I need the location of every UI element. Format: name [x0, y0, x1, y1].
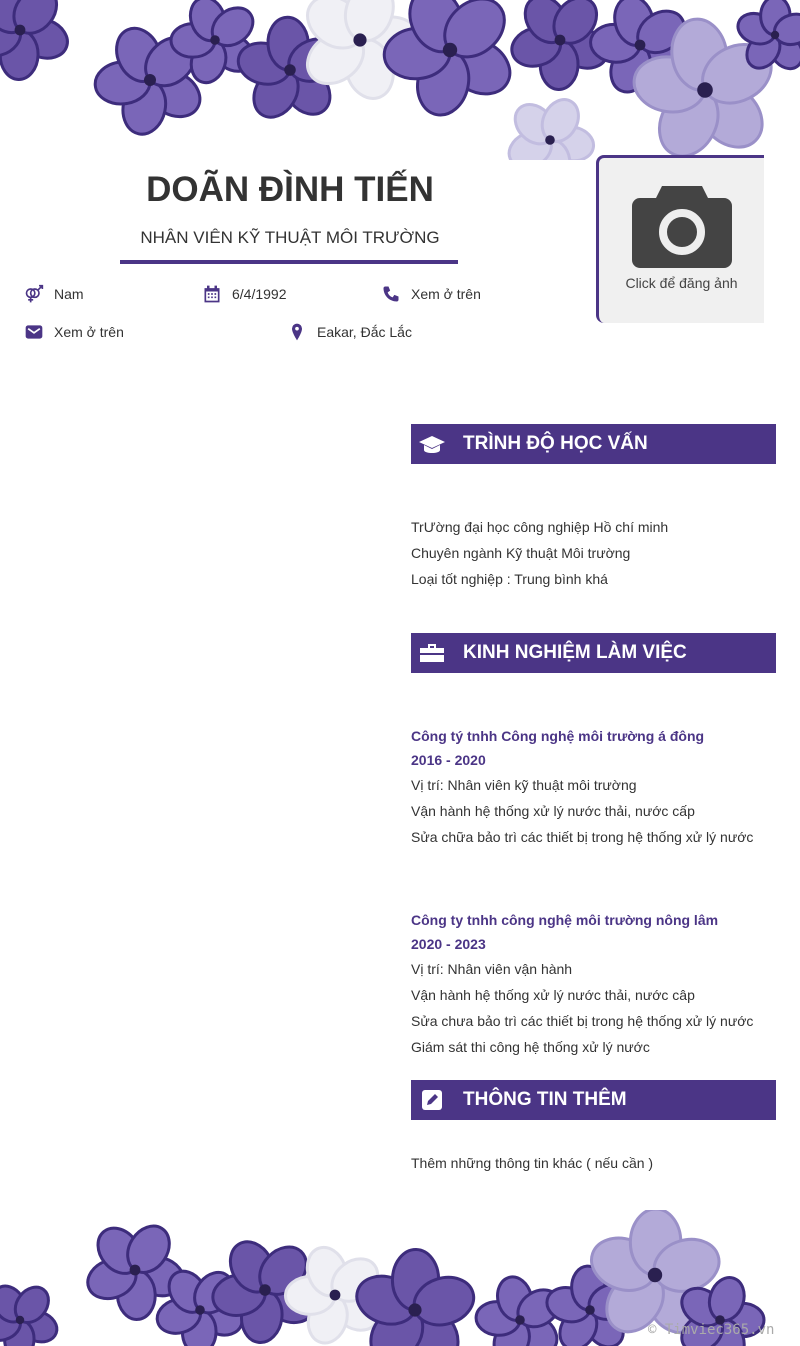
section-experience-header [411, 633, 776, 673]
gender-value: Nam [54, 286, 84, 302]
job-company: Công tý tnhh Công nghệ môi trường á đông [411, 728, 705, 744]
info-gender [24, 284, 84, 304]
flower [0, 1280, 61, 1346]
section-title: THÔNG TIN THÊM [463, 1089, 627, 1110]
info-address [287, 322, 412, 342]
job-line: Vị trí: Nhân viên kỹ thuật môi trường [411, 777, 637, 793]
section-additional-header [411, 1080, 776, 1120]
job-line: Giám sát thi công hệ thống xử lý nước [411, 1039, 650, 1055]
job-period: 2020 - 2023 [411, 936, 486, 952]
job-line: Vị trí: Nhân viên vận hành [411, 961, 573, 977]
phone-icon [381, 284, 401, 304]
address-value: Eakar, Đắc Lắc [317, 324, 412, 340]
job-line: Vận hành hệ thống xử lý nước thải, nước cấp [411, 803, 695, 819]
section-education-header [411, 424, 776, 464]
flower [0, 0, 73, 80]
section-title: TRÌNH ĐỘ HỌC VẤN [463, 433, 648, 454]
watermark: © Timviec365.vn [648, 1322, 775, 1338]
briefcase-icon [419, 642, 445, 664]
job-line: Sửa chữa bảo trì các thiết bị trong hệ thống xử lý nước [411, 829, 754, 845]
experience-job [411, 724, 753, 850]
flower-decoration-top [0, 0, 800, 160]
title-divider [120, 260, 458, 264]
job-line: Vận hành hệ thống xử lý nước thải, nước câp [411, 987, 695, 1003]
email-value: Xem ở trên [54, 324, 124, 340]
education-content [411, 514, 668, 592]
envelope-icon [24, 322, 44, 342]
candidate-name: DOÃN ĐÌNH TIẾN [146, 170, 434, 209]
info-phone [381, 284, 481, 304]
birthday-value: 6/4/1992 [232, 286, 287, 302]
phone-value: Xem ở trên [411, 286, 481, 302]
job-title: NHÂN VIÊN KỸ THUẬT MÔI TRƯỜNG [140, 228, 440, 247]
info-email [24, 322, 124, 342]
map-pin-icon [287, 322, 307, 342]
education-line: Loại tốt nghiệp : Trung bình khá [411, 571, 608, 587]
photo-upload-label: Click để đăng ảnh [625, 275, 738, 291]
job-company: Công ty tnhh công nghệ môi trường nông lâm [411, 912, 719, 928]
photo-upload[interactable] [596, 155, 764, 323]
graduation-cap-icon [419, 433, 445, 455]
section-title: KINH NGHIỆM LÀM VIỆC [463, 642, 687, 663]
calendar-icon [202, 284, 222, 304]
edit-icon [419, 1089, 445, 1111]
experience-job [411, 908, 753, 1060]
gender-icon [24, 284, 44, 304]
education-line: Chuyên ngành Kỹ thuật Môi trường [411, 545, 631, 561]
info-birthday [202, 284, 287, 304]
education-line: TrƯờng đại học công nghiệp Hồ chí minh [411, 519, 669, 535]
job-period: 2016 - 2020 [411, 752, 486, 768]
camera-icon [632, 182, 732, 268]
additional-content: Thêm những thông tin khác ( nếu cần ) [411, 1155, 654, 1171]
job-line: Sửa chưa bảo trì các thiết bị trong hệ thống xử lý nước [411, 1013, 754, 1029]
flower [503, 93, 596, 160]
